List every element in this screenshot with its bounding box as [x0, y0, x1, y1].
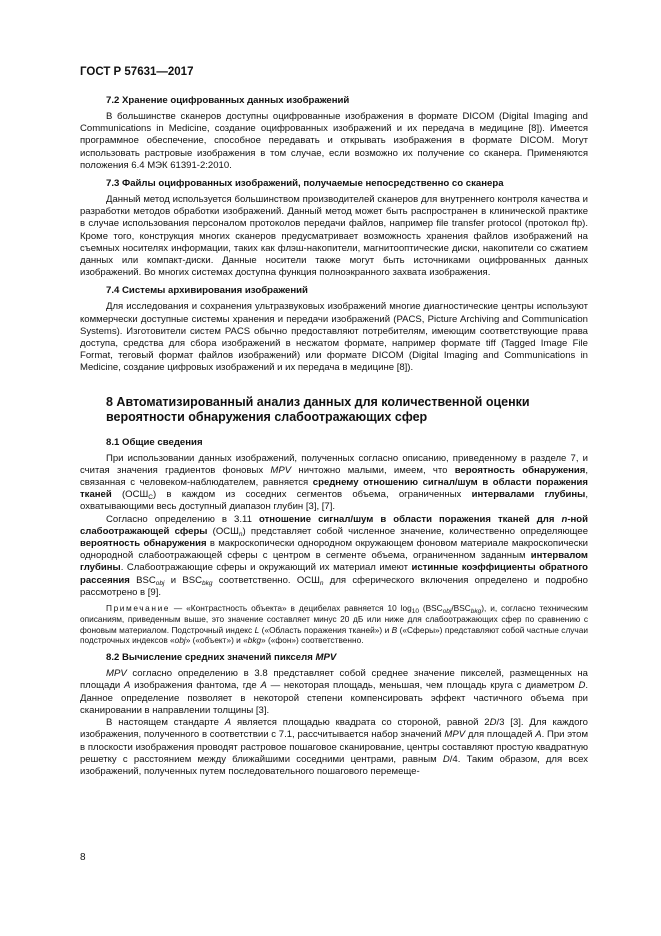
document-header: ГОСТ Р 57631—2017 — [80, 66, 194, 78]
section-7-3-text: Данный метод используется большинством производителей сканеров для внутреннего контроля качества и разработки методов обработки изображений. Данный метод может быть распространен в клинической практике в случае использования персоналом протоколов передачи файлов, например file transfer protocol (протокол ftp). Кроме того, конструкция многих сканеров предусматривает возможность хранения файлов изображений на съемных носителях информации, таких как флэш-накопители, магнитооптические диски, накопители со сжатием данных или компакт-диски. Данные носители также могут быть источниками оцифрованных данных изображений. Во многих системах доступна функция полноэкранного захвата изображения. — [80, 194, 588, 279]
section-8-1-paragraph-1: При использовании данных изображений, полученных согласно описанию, приведенному в разделе 7, и считая значения градиентов фоновых MPV ничтожно малыми, имеем, что вероятность обнаружения, связанная с человеком-наблюдателем, равняется среднему отношению сигнал/шум в области поражения тканей $(ОСШ_C)$ в каждом из соседних сегментов объема, ограниченных интервалами глубины, охватывающими весь доступный диапазон глубин [3], [7]. — [80, 452, 588, 513]
section-8-2-paragraph-2: В настоящем стандарте A является площадью квадрата со стороной, равной 2D/3 [3]. Для каждого изображения, полученного в соответствии с 7.1, рассчитывается набор значений MPV для площадей A. При этом в плоскости изображения проводят растровое пошаговое сканирование, центры составляют простую квадратную решетку с расстоянием между ближайшими соседними центрами, равным D/4. Таким образом, для всех изображений, полученных путем последовательного пошагового перемеще- — [80, 717, 589, 777]
section-8-2-paragraph-1: MPV согласно определению в 3.8 представляет собой среднее значение пикселей, размещенных на площади A изображения фантома, где A — некоторая площадь, меньшая, чем площадь круга с диаметром D. Данное определение позволяет в некоторой степени компенсировать эффект частичного объема при сканировании в направлении толщины [3]. — [80, 668, 588, 716]
section-7-4-title: 7.4 Системы архивирования изображений — [106, 285, 308, 297]
section-8-2-title: 8.2 Вычисление средних значений пикселя MPV — [106, 652, 337, 664]
section-7-4-text: Для исследования и сохранения ультразвуковых изображений многие диагностические центры используют коммерчески доступные системы хранения и передачи изображений (PACS, Picture Archiving and Communication Systems). Изготовители систем PACS обычно предоставляют потребителям, имеющим соответствующие права доступа, средства для сбора изображений в несжатом формате, например формате tiff (Tagged Image File Format, теговый формат файлов изображений) или формате DICOM (Digital Imaging and Communications in Medicine, создание цифровых изображений и их передача в медицине [8]). — [80, 301, 588, 374]
page-number: 8 — [80, 852, 86, 863]
section-7-2-title: 7.2 Хранение оцифрованных данных изображений — [106, 95, 350, 106]
document-page — [80, 66, 588, 778]
section-7-2-text: В большинстве сканеров доступны оцифрованные изображения в формате DICOM (Digital Imaging and Communications in Medicine, создание оцифрованных изображений и их передача в медицине [8]). Имеется программное обеспечение, способное передавать и открывать изображения в формате DICOM. Могут использовать растровые изображения в том случае, если возможно их получение со сканера. Применяются положения 6.4 МЭК 61391-2:2010. — [80, 111, 588, 171]
section-7-3-title: 7.3 Файлы оцифрованных изображений, получаемые непосредственно со сканера — [106, 178, 504, 190]
section-8-title: 8 Автоматизированный анализ данных для количественной оценки вероятности обнаружения слабоотражающих сфер — [106, 394, 530, 424]
section-8-1-paragraph-2: Согласно определению в 3.11 отношение сигнал/шум в области поражения тканей для n-ной слабоотражающей сферы $(ОСШ_n)$ представляет собой численное значение, количественно определяющее вероятность обнаружения в макроскопически однородном окружающем фоновом материале макроскопически однородной слабоотражающей сферы с центром в сегменте объема, ограниченном заданным интервалом глубины. Слабоотражающие сферы и окружающий их материал имеют истинные коэффициенты обратного рассеяния $BSC_{obj}$ и $BSC_{bkg}$ соответственно. $ОСШ_n$ для сферического включения определено и подробно рассмотрено в [9]. — [80, 513, 589, 598]
section-8-1-note: Примечание — «Контрастность объекта» в децибелах равняется 10 $\log_{10} (BSC_{obj}/BSC_{bkg})$, и, согласно техническим описаниям, приведенным выше, это значение составляет минус 20 дБ или ниже для слабоотражающих сфер по сравнению с фоновым материалом. Подстрочный индекс L («Область поражения тканей») и B («Сферы») представляют собой частные случаи подстрочных индексов «obj» («объект») и «bkg» («фон») соответственно. — [80, 603, 588, 646]
section-8-1-title: 8.1 Общие сведения — [106, 436, 203, 448]
